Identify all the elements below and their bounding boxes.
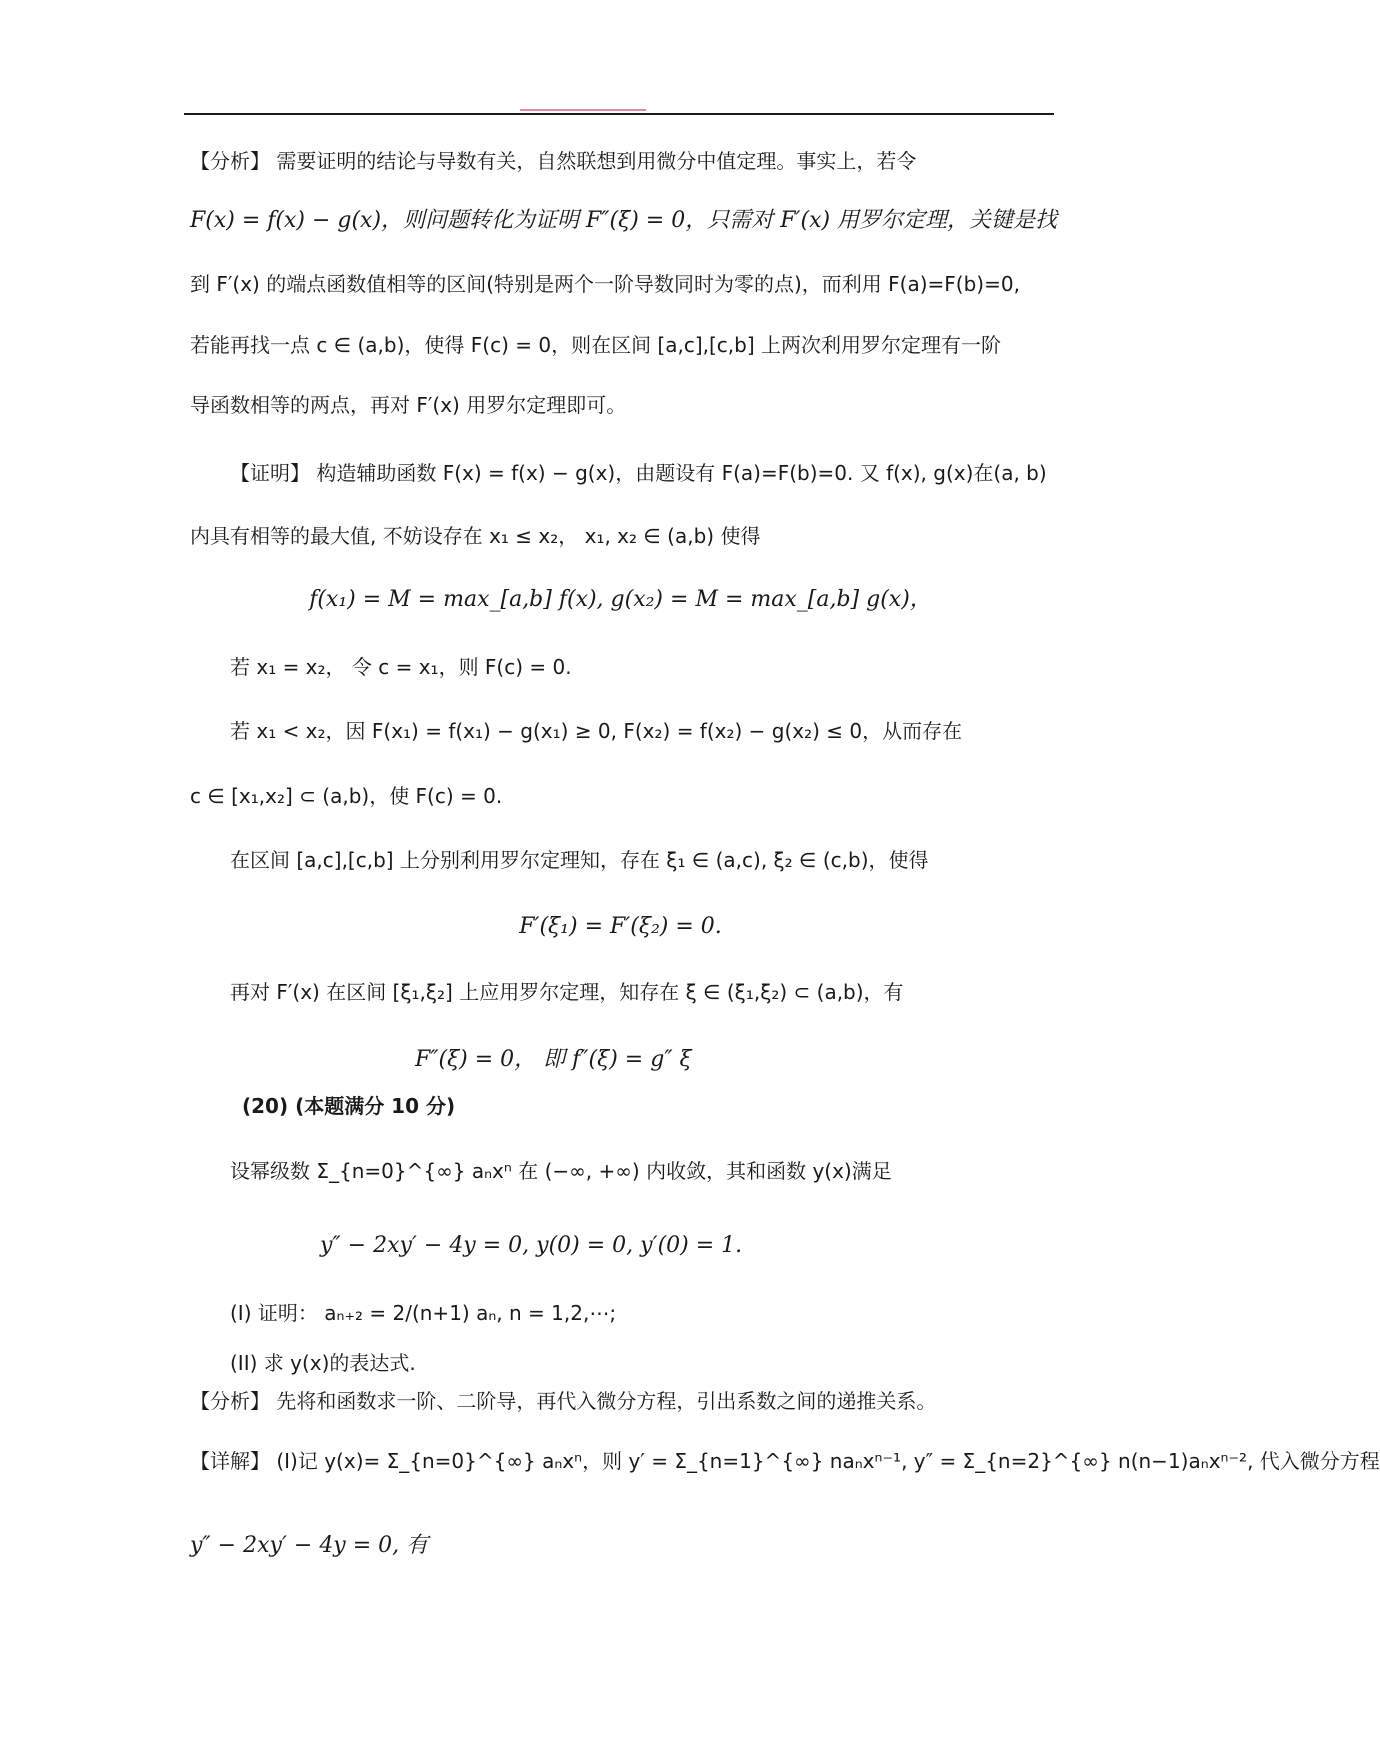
derivative-equation: F′(ξ₁) = F′(ξ₂) = 0. bbox=[519, 914, 722, 939]
max-equation: f(x₁) = M = max_[a,b] f(x), g(x₂) = M = max_[a,b] g(x)， bbox=[309, 587, 932, 612]
analysis-line-5: 导函数相等的两点，再对 F′(x) 用罗尔定理即可。 bbox=[190, 393, 627, 417]
proof-line-2: 内具有相等的最大值, 不妨设存在 x₁ ≤ x₂， x₁, x₂ ∈ (a,b) 使得 bbox=[190, 524, 761, 548]
question-part-1: (I) 证明： aₙ₊₂ = 2/(n+1) aₙ, n = 1,2,⋯; bbox=[230, 1301, 617, 1325]
analysis-line-3: 到 F′(x) 的端点函数值相等的区间(特别是两个一阶导数同时为零的点)，而利用 F(a)=F(b)=0, bbox=[190, 272, 1020, 296]
analysis-line-1: 【分析】 需要证明的结论与导数有关，自然联想到用微分中值定理。事实上，若令 bbox=[190, 149, 917, 173]
solution-line-2: y″ − 2xy′ − 4y = 0, 有 bbox=[190, 1533, 429, 1558]
solution-line-1: 【详解】 (I)记 y(x)= Σ_{n=0}^{∞} aₙxⁿ，则 y′ = Σ_{n=1}^{∞} naₙxⁿ⁻¹, y″ = Σ_{n=2}^{∞} n(n−1)aₙxⁿ⁻², 代入微分方程 bbox=[190, 1449, 1380, 1473]
analysis-line-4: 若能再找一点 c ∈ (a,b)，使得 F(c) = 0，则在区间 [a,c],[c,b] 上两次利用罗尔定理有一阶 bbox=[190, 333, 1002, 357]
question-20-heading: (20) (本题满分 10 分) bbox=[242, 1094, 456, 1118]
header-accent-mark bbox=[520, 109, 646, 111]
ode-equation: y″ − 2xy′ − 4y = 0, y(0) = 0, y′(0) = 1. bbox=[320, 1233, 743, 1258]
proof-line-5: 若 x₁ < x₂，因 F(x₁) = f(x₁) − g(x₁) ≥ 0, F(x₂) = f(x₂) − g(x₂) ≤ 0，从而存在 bbox=[230, 719, 963, 743]
proof-line-9: 再对 F′(x) 在区间 [ξ₁,ξ₂] 上应用罗尔定理，知存在 ξ ∈ (ξ₁,ξ₂) ⊂ (a,b)，有 bbox=[230, 980, 904, 1004]
header-rule bbox=[184, 113, 1054, 115]
question-20-statement: 设幂级数 Σ_{n=0}^{∞} aₙxⁿ 在 (−∞, +∞) 内收敛，其和函数 y(x)满足 bbox=[230, 1159, 892, 1183]
proof-line-4: 若 x₁ = x₂， 令 c = x₁，则 F(c) = 0. bbox=[230, 655, 572, 679]
proof-line-6: c ∈ [x₁,x₂] ⊂ (a,b)，使 F(c) = 0. bbox=[190, 784, 503, 808]
proof-line-7: 在区间 [a,c],[c,b] 上分别利用罗尔定理知，存在 ξ₁ ∈ (a,c), ξ₂ ∈ (c,b)，使得 bbox=[230, 848, 929, 872]
conclusion-equation: F″(ξ) = 0， 即 f″(ξ) = g″ ξ bbox=[415, 1047, 692, 1072]
analysis-20: 【分析】 先将和函数求一阶、二阶导，再代入微分方程，引出系数之间的递推关系。 bbox=[190, 1389, 937, 1413]
question-part-2: (II) 求 y(x)的表达式. bbox=[230, 1351, 416, 1375]
proof-line-1: 【证明】 构造辅助函数 F(x) = f(x) − g(x)，由题设有 F(a)=F(b)=0. 又 f(x), g(x)在(a, b) bbox=[230, 461, 1047, 485]
analysis-line-2: F(x) = f(x) − g(x)，则问题转化为证明 F″(ξ) = 0，只需对 F′(x) 用罗尔定理，关键是找 bbox=[190, 208, 1058, 233]
